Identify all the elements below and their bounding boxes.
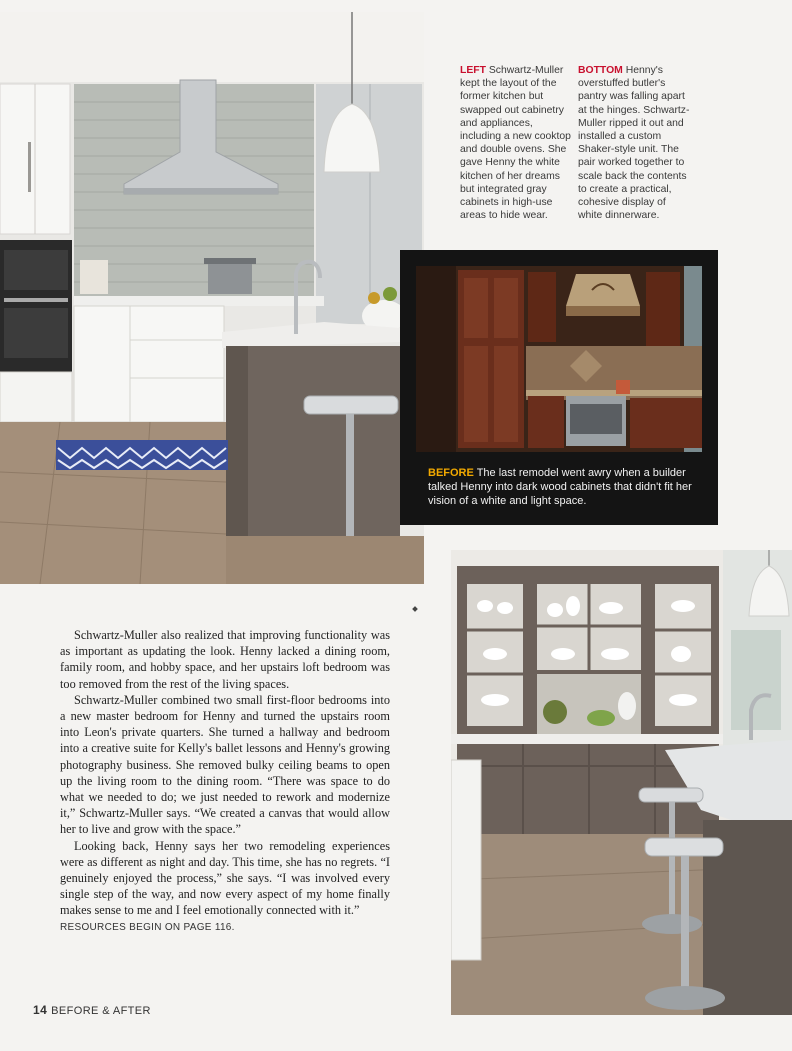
resources-note: RESOURCES BEGIN ON PAGE 116. (60, 921, 235, 933)
caption-bottom (578, 64, 690, 222)
kitchen-after-photo (0, 12, 424, 584)
caption-before (428, 466, 704, 508)
caption-left-keyword: LEFT (460, 65, 486, 76)
caption-bottom-keyword: BOTTOM (578, 65, 623, 76)
page-folio (33, 1003, 151, 1017)
article-body (60, 627, 390, 936)
decorative-bullet (412, 606, 418, 612)
body-paragraph-3: Looking back, Henny says her two remodeling experiences were as different as night and day. This time, she has no regrets. “I genuinely enjoyed the process,” she says. “I was involved every single step of the way, and now every aspect of my home finally makes sense to me and I feel emotionally connected with it.” (60, 838, 390, 918)
body-paragraph-2: Schwartz-Muller combined two small first-floor bedrooms into a new master bedroom for Henny and turned the upstairs room into Leon's private quarters. She turned a hallway and bedroom into a creative suite for Kelly's ballet lessons and Henny's growing photography business. She removed bulky ceiling beams to open up the living room to the dining room. “There was space to do what we needed to do; we just needed to rework and modernize it,” Schwartz-Muller says. “We created a canvas that would allow her to live and grow with the space.” (60, 692, 390, 837)
butlers-pantry-photo (451, 550, 792, 1015)
body-paragraph-1: Schwartz-Muller also realized that improving functionality was as important as updating the look. Henny lacked a dining room, family room, and hobby space, and her upstairs loft bedroom was too removed from the rest of the living spaces. (60, 628, 390, 691)
page-number: 14 (33, 1003, 48, 1017)
caption-left-text: Schwartz-Muller kept the layout of the former kitchen but swapped out cabinetry and appliances, including a new cooktop and double ovens. She gave Henny the white kitchen of her dreams but integrated gray cabinets in high-use areas to hide wear. (460, 65, 571, 222)
kitchen-before-photo (416, 266, 702, 452)
section-name: BEFORE & AFTER (51, 1005, 151, 1017)
caption-before-text: The last remodel went awry when a builder talked Henny into dark wood cabinets that didn't fit her vision of a white and light space. (428, 467, 692, 507)
caption-before-keyword: BEFORE (428, 467, 474, 479)
caption-left (460, 64, 572, 222)
caption-bottom-text: Henny's overstuffed butler's pantry was falling apart at the hinges. Schwartz-Muller ripped it out and installed a custom Shaker-style unit. The pair worked together to scale back the contents to create a practical, cohesive display of white dinnerware. (578, 65, 690, 222)
